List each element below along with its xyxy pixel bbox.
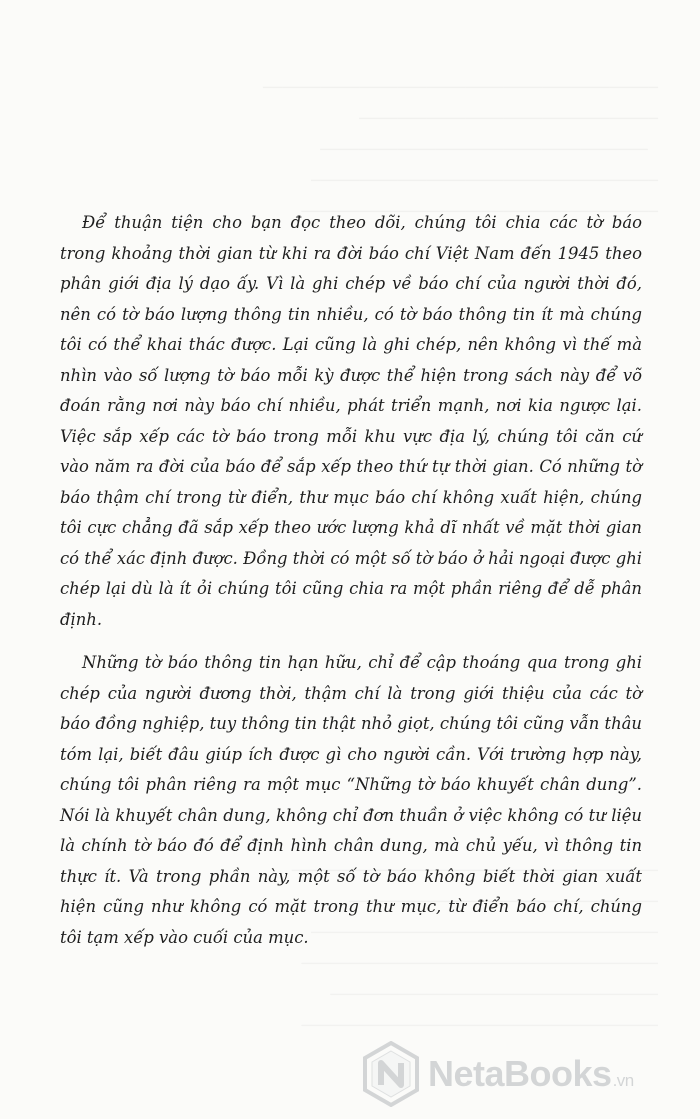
paragraph-2: Những tờ báo thông tin hạn hữu, chỉ để cập thoáng qua trong ghi chép của người đương thời, thậm chí là trong giới thiệu của các tờ báo đồng nghiệp, tuy thông tin thật nhỏ giọt, chúng tôi cũng vẫn thâu tóm lại, biết đâu giúp ích được gì cho người cần. Với trường hợp này, chúng tôi phân riêng ra một mục “Những tờ báo khuyết chân dung”. Nói là khuyết chân dung, không chỉ đơn thuần ở việc không có tư liệu là chính tờ báo đó để định hình chân dung, mà chủ yếu, vì thông tin thực ít. Và trong phần này, một số tờ báo không biết thời gian xuất hiện cũng như không có mặt trong thư mục, từ điển báo chí, chúng tôi tạm xếp vào cuối của mục. bbox=[60, 653, 642, 947]
paragraph-1: Để thuận tiện cho bạn đọc theo dõi, chúng tôi chia các tờ báo trong khoảng thời gian từ khi ra đời báo chí Việt Nam đến 1945 theo phân giới địa lý dạo ấy. Vì là ghi chép về báo chí của người thời đó, nên có tờ báo lượng thông tin nhiều, có tờ báo thông tin ít mà chúng tôi có thể khai thác được. Lại cũng là ghi chép, nên không vì thế mà nhìn vào số lượng tờ báo mỗi kỳ được thể hiện trong sách này để võ đoán rằng nơi này báo chí nhiều, phát triển mạnh, nơi kia ngược lại. Việc sắp xếp các tờ báo trong mỗi khu vực địa lý, chúng tôi căn cứ vào năm ra đời của báo để sắp xếp theo thứ tự thời gian. Có những tờ báo thậm chí trong từ điển, thư mục báo chí không xuất hiện, chúng tôi cực chẳng đã sắp xếp theo ước lượng khả dĩ nhất về mặt thời gian có thể xác định được. Đồng thời có một số tờ báo ở hải ngoại được ghi chép lại dù là ít ỏi chúng tôi cũng chia ra một phần riêng để dễ phân định. bbox=[60, 213, 642, 629]
watermark-domain: .vn bbox=[612, 1071, 634, 1090]
body-text bbox=[60, 208, 642, 953]
watermark-text bbox=[428, 1053, 634, 1094]
watermark-brand: NetaBooks bbox=[428, 1053, 612, 1094]
netabooks-logo-icon bbox=[362, 1041, 420, 1107]
show-through-text bbox=[58, 72, 658, 227]
netabooks-watermark bbox=[362, 1040, 634, 1108]
